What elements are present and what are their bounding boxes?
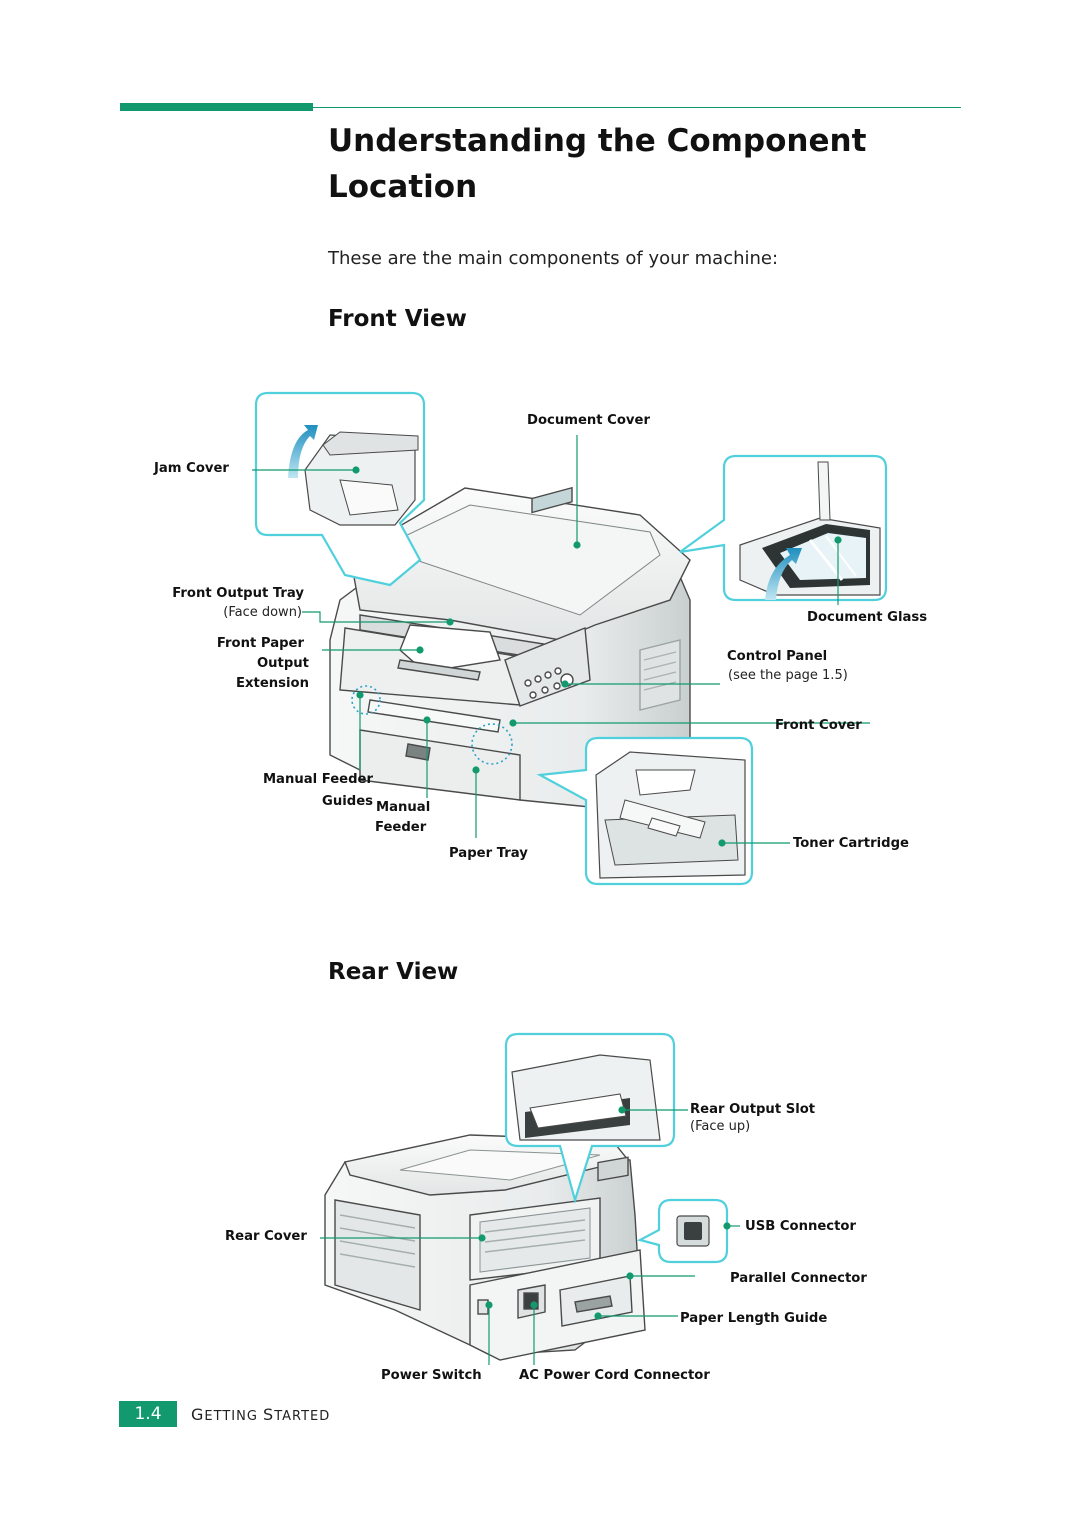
label-paper-tray: Paper Tray (449, 846, 528, 861)
label-front-output-tray: Front Output Tray (172, 586, 304, 601)
footer-word-getting: ETTING (204, 1409, 258, 1424)
intro-text: These are the main components of your machine: (328, 248, 779, 269)
footer-initial-g: G (191, 1405, 205, 1424)
footer-initial-s: S (263, 1405, 275, 1424)
label-rear-output-slot-note: (Face up) (690, 1119, 751, 1134)
label-jam-cover: Jam Cover (154, 461, 229, 476)
usb-port-icon (684, 1222, 702, 1240)
label-front-paper-output-extension-line1: Front Paper (216, 636, 304, 651)
label-rear-cover: Rear Cover (225, 1229, 307, 1244)
rear-view-heading: Rear View (328, 959, 459, 985)
front-view-heading: Front View (328, 306, 467, 332)
label-manual-feeder-guides-line2: Guides (322, 794, 373, 809)
label-parallel-connector: Parallel Connector (730, 1271, 867, 1286)
label-front-paper-output-extension-line3: Extension (236, 676, 309, 691)
label-front-cover: Front Cover (775, 718, 862, 733)
label-usb-connector: USB Connector (745, 1219, 856, 1234)
label-ac-power-cord-connector: AC Power Cord Connector (519, 1368, 710, 1383)
label-control-panel-note: (see the page 1.5) (728, 668, 848, 683)
label-power-switch: Power Switch (381, 1368, 482, 1383)
page-title: Understanding the Component Location (328, 123, 867, 205)
printer-rear-body (325, 1135, 645, 1360)
label-toner-cartridge: Toner Cartridge (793, 836, 909, 851)
label-document-glass: Document Glass (807, 610, 928, 625)
label-front-paper-output-extension-line2: Output (256, 656, 309, 671)
label-paper-length-guide: Paper Length Guide (680, 1311, 828, 1326)
footer-section-title (191, 1405, 330, 1424)
page-number-badge: 1.4 (119, 1401, 177, 1427)
usb-connector-callout (640, 1200, 727, 1262)
label-manual-feeder-guides-line1: Manual Feeder (262, 772, 373, 787)
label-document-cover: Document Cover (527, 413, 650, 428)
label-front-output-tray-note: (Face down) (223, 605, 302, 620)
label-control-panel: Control Panel (727, 649, 828, 664)
footer-word-started: TARTED (274, 1409, 331, 1424)
label-manual-feeder-line2: Feeder (375, 820, 427, 835)
label-manual-feeder-line1: Manual (376, 800, 431, 815)
label-rear-output-slot: Rear Output Slot (690, 1102, 816, 1117)
